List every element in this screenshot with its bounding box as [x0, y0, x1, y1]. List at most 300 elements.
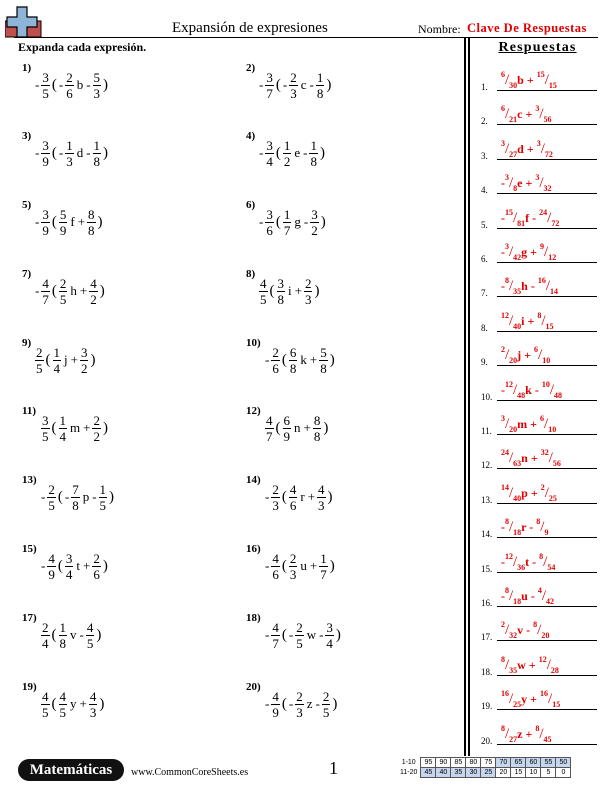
answer-denominator: 72 [544, 149, 553, 159]
fraction-numerator: 8 [313, 412, 321, 428]
operator: - [58, 145, 64, 160]
operator: - [265, 489, 270, 504]
answer-variable: t [525, 554, 530, 569]
answer-variable: g [521, 245, 528, 259]
answer-numerator: 14 [501, 482, 509, 492]
problem-expression [34, 133, 109, 173]
problem-number: 17) [22, 612, 37, 624]
fraction-numerator: 2 [296, 619, 303, 635]
variable: t [76, 558, 80, 573]
problem-expression [258, 202, 327, 242]
fraction [80, 345, 89, 376]
answer-denominator: 48 [517, 390, 526, 400]
answer-numerator: 24 [539, 207, 548, 217]
fraction [89, 689, 98, 720]
fraction [59, 413, 68, 444]
answer-row [477, 300, 599, 334]
answer-variable: f [525, 210, 530, 225]
fraction-numerator: 4 [59, 688, 66, 704]
fraction [35, 345, 44, 376]
answer-numerator: 6 [540, 414, 545, 423]
problem-expression [34, 340, 96, 380]
problem-number: 20) [246, 681, 261, 693]
name-label: Nombre: [418, 22, 461, 36]
answer-numerator: 9 [540, 242, 545, 251]
fraction-slash: / [513, 209, 518, 226]
fraction [65, 70, 74, 101]
answer-variable: d [517, 141, 524, 156]
problem-number: 10) [246, 337, 261, 349]
fraction-denominator: 5 [36, 360, 43, 376]
answer-numerator: 12 [505, 379, 513, 389]
problem-expression [264, 615, 342, 655]
operator: - [35, 145, 40, 160]
answer-numerator: 16 [501, 689, 509, 699]
fraction-slash: / [505, 140, 510, 157]
fraction-numerator: 4 [272, 550, 279, 566]
fraction-denominator: 4 [326, 635, 333, 651]
fraction-denominator: 3 [296, 704, 303, 720]
fraction-denominator: 6 [266, 222, 273, 238]
fraction-slash: / [505, 725, 510, 742]
fraction-numerator: 3 [42, 206, 49, 222]
score-row [398, 758, 571, 768]
problem-item [246, 681, 446, 741]
answer-operator: + [527, 313, 535, 328]
answer-numerator: 16 [540, 689, 549, 699]
answer-sign: - [501, 279, 505, 294]
instructions: Expanda cada expresión. [18, 40, 147, 54]
answer-line [497, 709, 597, 710]
answer-numerator: 4 [537, 586, 542, 595]
parenthesis: ( [51, 144, 57, 161]
problem-item [22, 199, 222, 259]
parenthesis: ( [57, 557, 63, 574]
fraction [319, 551, 328, 582]
answer-row [477, 403, 599, 437]
fraction-denominator: 5 [42, 85, 49, 101]
answer-row [477, 59, 599, 93]
problem-number: 12) [246, 405, 261, 417]
answer-denominator: 12 [548, 253, 557, 262]
score-cell: 95 [421, 758, 436, 768]
fraction-denominator: 5 [42, 704, 49, 720]
answer-number: 11. [481, 426, 492, 436]
answer-numerator: 8 [505, 586, 509, 595]
variable: b [76, 77, 84, 92]
fraction-numerator: 4 [272, 688, 279, 704]
fraction-slash: / [544, 72, 549, 88]
fraction-slash: / [509, 691, 514, 708]
operator: + [79, 283, 88, 298]
fraction [295, 620, 304, 651]
answer-variable: m [517, 417, 528, 431]
operator: - [265, 627, 270, 642]
problem-number: 2) [246, 62, 256, 74]
problem-item [246, 199, 446, 259]
answer-denominator: 18 [513, 528, 522, 538]
answer-denominator: 42 [513, 253, 522, 262]
answer-value [501, 276, 599, 297]
fraction-numerator: 3 [42, 137, 49, 153]
fraction [41, 689, 50, 720]
fraction [41, 413, 50, 444]
fraction-slash: / [505, 347, 510, 364]
answer-denominator: 25 [513, 700, 522, 710]
fraction-numerator: 1 [53, 344, 60, 360]
problem-number: 8) [246, 268, 256, 280]
fraction [283, 207, 292, 238]
operator: - [303, 214, 309, 229]
operator: - [265, 696, 270, 711]
fraction [325, 620, 334, 651]
operator: - [35, 214, 40, 229]
variable: i [288, 283, 292, 298]
fraction [271, 620, 280, 651]
fraction-slash: / [505, 622, 510, 639]
problem-item [22, 681, 222, 741]
answer-value [501, 689, 599, 710]
answer-numerator: 8 [501, 723, 505, 733]
answer-numerator: 6 [501, 104, 505, 114]
fraction-slash: / [544, 484, 549, 501]
problem-expression [264, 340, 336, 380]
fraction-slash: / [547, 209, 552, 226]
fraction [289, 70, 298, 101]
answer-variable: k [525, 382, 532, 397]
answer-number: 19. [481, 701, 493, 712]
fraction-numerator: 4 [48, 550, 55, 566]
fraction-denominator: 8 [310, 153, 317, 169]
answer-operator: + [530, 417, 538, 431]
fraction-denominator: 8 [313, 428, 321, 444]
fraction-numerator: 4 [266, 412, 273, 428]
fraction-numerator: 7 [72, 481, 79, 497]
fraction-numerator: 4 [289, 481, 297, 497]
answer-numerator: 8 [505, 276, 509, 286]
parenthesis: ) [314, 282, 320, 299]
fraction-denominator: 8 [289, 360, 297, 376]
fraction [86, 620, 95, 651]
fraction-numerator: 2 [48, 481, 55, 497]
fraction-slash: / [509, 588, 514, 604]
fraction-denominator: 3 [289, 566, 297, 582]
fraction-slash: / [537, 622, 542, 639]
operator: + [294, 283, 302, 298]
header-rule [14, 37, 598, 38]
parenthesis: ( [51, 695, 57, 712]
operator: + [79, 696, 87, 711]
answer-operator: - [530, 589, 535, 603]
answer-number: 2. [481, 116, 488, 127]
variable: u [300, 558, 307, 573]
fraction-denominator: 6 [66, 85, 73, 101]
answer-variable: u [521, 589, 528, 603]
fraction [59, 276, 68, 307]
answer-number: 6. [481, 254, 488, 264]
fraction [65, 551, 74, 582]
brand-badge: Matemáticas [18, 759, 124, 781]
answer-numerator: 10 [541, 379, 550, 389]
parenthesis: ( [275, 213, 281, 230]
problem-expression [258, 65, 332, 105]
worksheet-title: Expansión de expresiones [172, 20, 328, 36]
answer-number: 20. [481, 735, 493, 746]
website-link[interactable]: www.CommonCoreSheets.es [131, 767, 249, 778]
parenthesis: ( [51, 213, 57, 230]
problem-number: 11) [22, 405, 37, 417]
answer-line [497, 537, 597, 538]
fraction [59, 689, 68, 720]
answer-row [477, 93, 599, 127]
fraction-denominator: 8 [320, 360, 327, 376]
fraction-denominator: 5 [322, 704, 330, 720]
problem-expression [34, 271, 106, 311]
operator: - [315, 696, 320, 711]
problem-number: 16) [246, 543, 261, 555]
fraction-numerator: 1 [316, 69, 324, 85]
operator: + [307, 489, 316, 504]
fraction-numerator: 2 [272, 481, 279, 497]
problem-number: 7) [22, 268, 32, 280]
fraction-slash: / [509, 450, 514, 467]
parenthesis: ) [326, 76, 332, 93]
problem-item [246, 337, 446, 397]
answer-numerator: 3 [501, 138, 505, 148]
fraction-denominator: 5 [48, 497, 55, 513]
fraction [283, 138, 292, 169]
fraction-denominator: 4 [42, 635, 49, 651]
answer-value [501, 138, 599, 159]
answer-operator: + [528, 657, 536, 672]
answer-numerator: 3 [536, 138, 541, 148]
fraction [93, 70, 102, 101]
operator: - [86, 145, 91, 160]
fraction-slash: / [539, 175, 544, 192]
variable: e [294, 145, 301, 160]
fraction-denominator: 9 [48, 566, 55, 582]
problem-expression [258, 133, 326, 173]
answer-value [501, 414, 599, 434]
answer-numerator: 16 [537, 276, 546, 286]
parenthesis: ) [99, 695, 105, 712]
answer-value [501, 654, 599, 675]
problem-item [246, 62, 446, 122]
score-cell: 60 [526, 758, 541, 768]
score-row-label: 1-10 [401, 759, 416, 766]
score-cell: 10 [526, 768, 541, 778]
fraction-numerator: 1 [310, 137, 317, 153]
problem-number: 1) [22, 62, 32, 74]
answer-row [477, 575, 599, 609]
fraction-numerator: 1 [283, 206, 291, 222]
answer-numerator: 3 [501, 414, 505, 423]
fraction-slash: / [513, 553, 518, 570]
fraction [271, 551, 280, 582]
answer-line [497, 193, 597, 194]
parenthesis: ( [275, 144, 281, 161]
variable: c [300, 77, 307, 92]
fraction-numerator: 6 [289, 344, 297, 360]
answer-denominator: 10 [548, 425, 557, 434]
fraction-denominator: 6 [272, 360, 279, 376]
answer-row [477, 437, 599, 471]
score-cell: 90 [436, 758, 451, 768]
answer-denominator: 15 [552, 700, 561, 710]
fraction-slash: / [505, 106, 510, 123]
fraction-slash: / [509, 244, 514, 260]
score-cell: 30 [466, 768, 481, 778]
operator: - [35, 77, 40, 92]
fraction-numerator: 1 [66, 137, 73, 153]
answer-line [497, 468, 597, 469]
answer-line [497, 434, 597, 435]
answer-denominator: 27 [509, 734, 518, 744]
fraction-denominator: 6 [272, 566, 279, 582]
answer-numerator: 12 [501, 310, 509, 320]
fraction [53, 345, 62, 376]
answer-value [501, 207, 599, 228]
operator: - [282, 77, 288, 92]
answer-value [501, 310, 599, 331]
fraction-numerator: 2 [93, 412, 100, 428]
fraction-denominator: 8 [277, 291, 284, 307]
problem-expression [264, 684, 338, 724]
answer-numerator: 8 [539, 551, 544, 561]
answer-operator: + [526, 141, 534, 156]
parenthesis: ( [275, 76, 281, 93]
parenthesis: ( [57, 488, 63, 505]
fraction-numerator: 3 [311, 206, 318, 222]
parenthesis: ( [45, 351, 51, 368]
answer-number: 3. [481, 150, 488, 161]
answer-number: 1. [481, 82, 488, 92]
parenthesis: ) [332, 695, 338, 712]
answers-title: Respuestas [498, 40, 577, 55]
fraction-numerator: 4 [42, 688, 49, 704]
fraction-denominator: 3 [89, 704, 97, 720]
fraction [317, 482, 326, 513]
answer-operator: + [530, 485, 538, 500]
answer-numerator: 6 [501, 70, 505, 79]
answer-numerator: 24 [501, 448, 509, 458]
answer-operator: - [526, 623, 531, 638]
fraction-slash: / [505, 416, 510, 432]
problem-expression [264, 477, 334, 517]
fraction [295, 689, 304, 720]
answer-number: 4. [481, 185, 488, 196]
fraction [277, 276, 286, 307]
operator: + [70, 352, 78, 367]
answer-denominator: 40 [513, 493, 522, 503]
fraction-denominator: 3 [93, 85, 101, 101]
score-cell: 5 [541, 768, 556, 778]
problem-expression [40, 615, 102, 655]
answer-operator: + [530, 692, 538, 707]
fraction-denominator: 5 [260, 291, 267, 307]
operator: - [309, 77, 314, 92]
fraction [41, 276, 50, 307]
problem-expression [264, 408, 329, 448]
answer-number: 13. [481, 494, 493, 505]
score-row [398, 768, 571, 778]
answer-numerator: 3 [535, 173, 540, 183]
answer-row [477, 472, 599, 506]
problem-number: 18) [246, 612, 261, 624]
operator: - [58, 77, 64, 92]
answer-numerator: 8 [505, 517, 509, 527]
problem-item [22, 405, 222, 465]
fraction-slash: / [541, 312, 546, 329]
operator: + [82, 558, 91, 573]
variable: g [294, 214, 301, 229]
answer-line [497, 90, 597, 91]
operator: - [41, 558, 46, 573]
answer-denominator: 42 [546, 597, 555, 606]
answer-value [501, 517, 599, 538]
answer-value [501, 620, 599, 641]
answer-sign: - [501, 176, 505, 191]
answer-denominator: 56 [543, 115, 552, 125]
fraction-numerator: 4 [272, 619, 279, 635]
answer-sign: - [501, 382, 505, 397]
answer-value [501, 723, 599, 744]
problem-item [22, 474, 222, 534]
fraction-slash: / [509, 519, 514, 536]
answer-variable: i [521, 313, 525, 328]
fraction [289, 345, 298, 376]
variable: r [300, 489, 305, 504]
fraction-numerator: 6 [283, 412, 290, 428]
fraction-slash: / [548, 450, 553, 467]
fraction [304, 276, 313, 307]
answer-denominator: 30 [509, 81, 518, 90]
parenthesis: ) [102, 419, 108, 436]
answer-line [497, 365, 597, 366]
answer-number: 9. [481, 357, 488, 368]
parenthesis: ( [281, 626, 287, 643]
problem-item [22, 268, 222, 328]
fraction [265, 207, 274, 238]
answer-denominator: 21 [509, 115, 518, 125]
answer-numerator: 8 [535, 723, 540, 733]
answer-denominator: 20 [509, 425, 518, 434]
answer-line [497, 296, 597, 297]
fraction-denominator: 4 [266, 153, 273, 169]
fraction-slash: / [543, 553, 548, 570]
answer-denominator: 32 [509, 631, 518, 641]
fraction [271, 689, 280, 720]
answer-value [501, 482, 599, 503]
operator: + [77, 214, 86, 229]
problem-expression [40, 477, 115, 517]
score-cell: 50 [556, 758, 571, 768]
fraction-denominator: 3 [318, 497, 325, 513]
fraction [59, 620, 68, 651]
score-cell: 20 [496, 768, 511, 778]
fraction-slash: / [505, 656, 510, 673]
fraction-slash: / [540, 140, 545, 157]
operator: + [309, 352, 318, 367]
answer-sign: - [501, 554, 505, 569]
answer-numerator: 8 [501, 654, 505, 664]
operator: - [259, 214, 264, 229]
divider-line [468, 38, 470, 756]
fraction [87, 207, 96, 238]
fraction-numerator: 2 [93, 550, 100, 566]
variable: m [70, 420, 81, 435]
answer-denominator: 14 [550, 287, 559, 297]
